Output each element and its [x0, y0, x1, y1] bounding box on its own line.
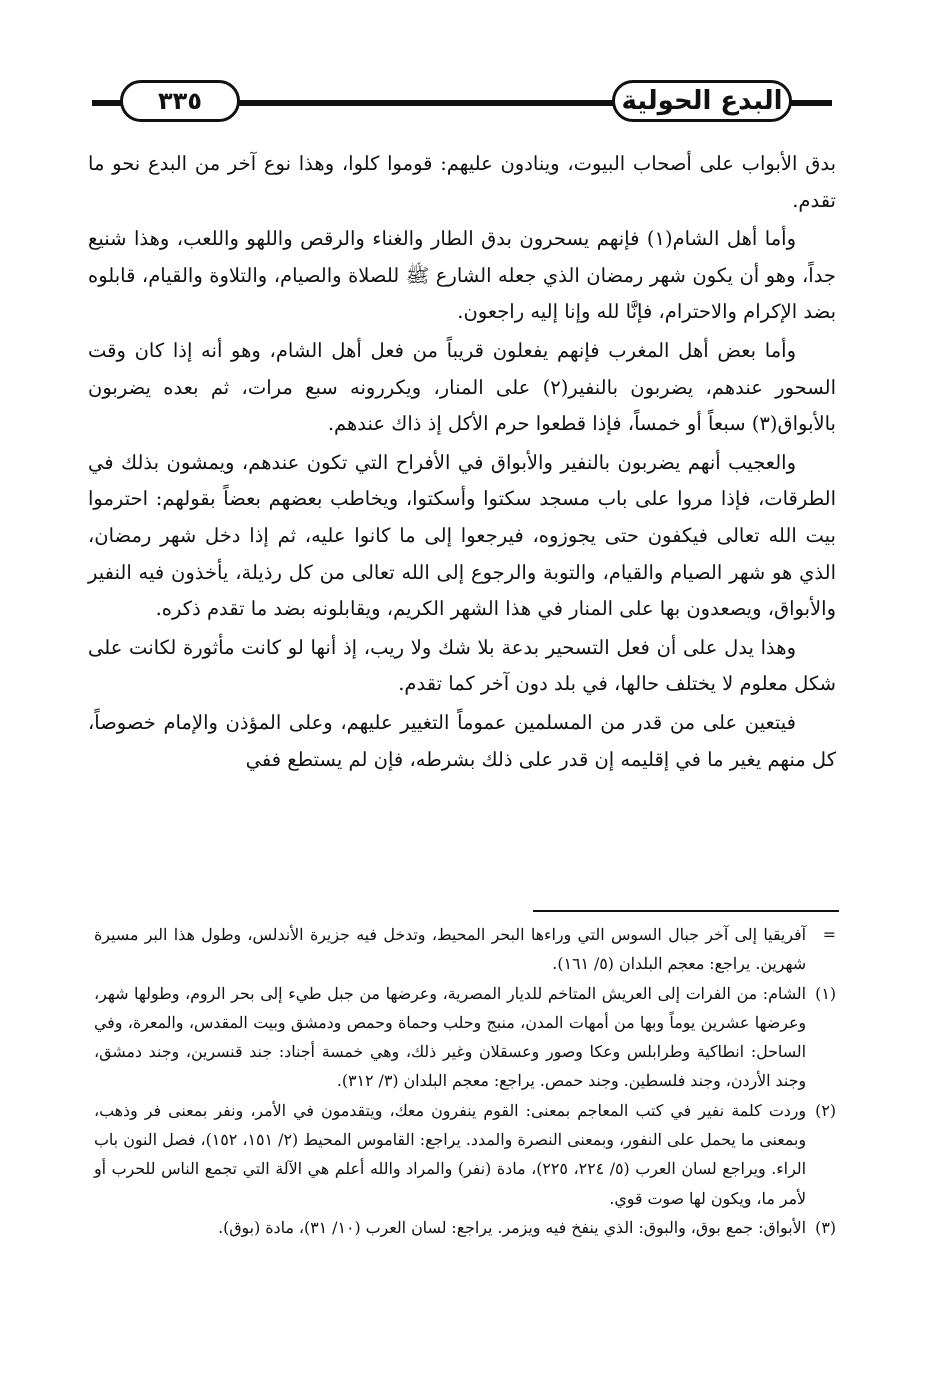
paragraph: والعجيب أنهم يضربون بالنفير والأبواق في الأفراح التي تكون عندهم، ويمشون بذلك في الطرقات، فإذا مروا على باب مسجد سكتوا وأسكتوا، ويخاطب بعضهم بعضاً بقولهم: احترموا بيت الله تعالى فيكفون حتى يجوزوه، فيرجعوا إلى ما كانوا عليه، ثم إذا دخل شهر رمضان، الذي هو شهر الصيام والقيام، والتوبة والرجوع إلى الله تعالى من كل رذيلة، يأخذون فيه النفير والأبواق، ويصعدون بها على المنار في هذا الشهر الكريم، ويقابلونه بضد ما تقدم ذكره. — [88, 450, 836, 621]
footnote-text: الأبواق: جمع بوق، والبوق: الذي ينفخ فيه ويزمر. يراجع: لسان العرب (١٠/ ٣١)، مادة (بوق). — [218, 1217, 806, 1237]
footnote-divider — [533, 910, 839, 912]
footnote — [94, 1096, 836, 1213]
main-text — [88, 146, 836, 778]
footnote — [94, 979, 836, 1096]
paragraph: وأما أهل الشام(١) فإنهم يسحرون بدق الطار والغناء والرقص واللهو واللعب، وهذا شنيع جداً، وهو أن يكون شهر رمضان الذي جعله الشارع ﷺ للصلاة والصيام، والتلاوة والقيام، قابلوه بضد الإكرام والاحترام، فإنَّا لله وإنا إليه راجعون. — [88, 227, 836, 324]
page-number-text: ٣٣٥ — [158, 87, 202, 115]
paragraph: بدق الأبواب على أصحاب البيوت، وينادون عليهم: قوموا كلوا، وهذا نوع آخر من البدع نحو ما تقدم. — [88, 152, 836, 212]
footnote-mark: = — [822, 925, 836, 944]
footnote-mark: (٣) — [815, 1217, 836, 1237]
paragraph: وهذا يدل على أن فعل التسحير بدعة بلا شك ولا ريب، إذ أنها لو كانت مأثورة لكانت على شكل معلوم لا يختلف حالها، في بلد دون آخر كما تقدم. — [88, 635, 836, 696]
footnote-text: الشام: من الفرات إلى العريش المتاخم للديار المصرية، وعرضها من جبل طيء إلى بحر الروم، وطولها شهر، وعرضها عشرين يوماً وبها من أمهات المدن، منبج وحلب وحماة وحمص ودمشق وبيت المقدس، والمعرة، وفي الساحل: انطاكية وطرابلس وعكا وصور وعسقلان وغير ذلك، وهي خمسة أجناد: جند قنسرين، وجند دمشق، وجند الأردن، وجند فلسطين. وجند حمص. يراجع: معجم البلدان (٣/ ٣١٢). — [94, 983, 806, 1091]
running-title — [612, 80, 792, 122]
footnote-mark: (١) — [815, 983, 836, 1003]
footnote-text: وردت كلمة نفير في كتب المعاجم بمعنى: القوم ينفرون معك، ويتقدمون في الأمر، ونفر بمعنى فر وذهب، وبمعنى ما يحمل على النفور، وبمعنى النصرة والمدد. يراجع: القاموس المحيط (٢/ ١٥١، ١٥٢)، فصل النون باب الراء. ويراجع لسان العرب (٥/ ٢٢٤، ٢٢٥)، مادة (نفر) والمراد والله أعلم هي الآلة التي تجمع الناس للحرب أو لأمر ما، ويكون لها صوت قوي. — [94, 1100, 807, 1208]
footnote-text: آفريقيا إلى آخر جبال السوس التي وراءها البحر المحيط، وتدخل فيه جزيرة الأندلس، وطول هذا البر مسيرة شهرين. يراجع: معجم البلدان (٥/ ١٦١). — [94, 925, 806, 974]
page-number — [120, 80, 240, 122]
page-header — [92, 78, 832, 126]
paragraph: وأما بعض أهل المغرب فإنهم يفعلون قريباً من فعل أهل الشام، وهو أنه إذا كان وقت السحور عندهم، يضربون بالنفير(٢) على المنار، ويكررونه سبع مرات، ثم بعده يضربون بالأبواق(٣) سبعاً أو خمساً، فإذا قطعوا حرم الأكل إذ ذاك عندهم. — [88, 338, 836, 436]
paragraph: فيتعين على من قدر من المسلمين عموماً التغيير عليهم، وعلى المؤذن والإمام خصوصاً، كل منهم يغير ما في إقليمه إن قدر على ذلك بشرطه، فإن لم يستطع ففي — [88, 710, 836, 771]
footnote-mark: (٢) — [815, 1100, 836, 1120]
footnote — [94, 920, 836, 979]
running-title-text: البدع الحولية — [621, 86, 783, 116]
footnote — [94, 1213, 836, 1242]
footnotes — [94, 920, 836, 1242]
